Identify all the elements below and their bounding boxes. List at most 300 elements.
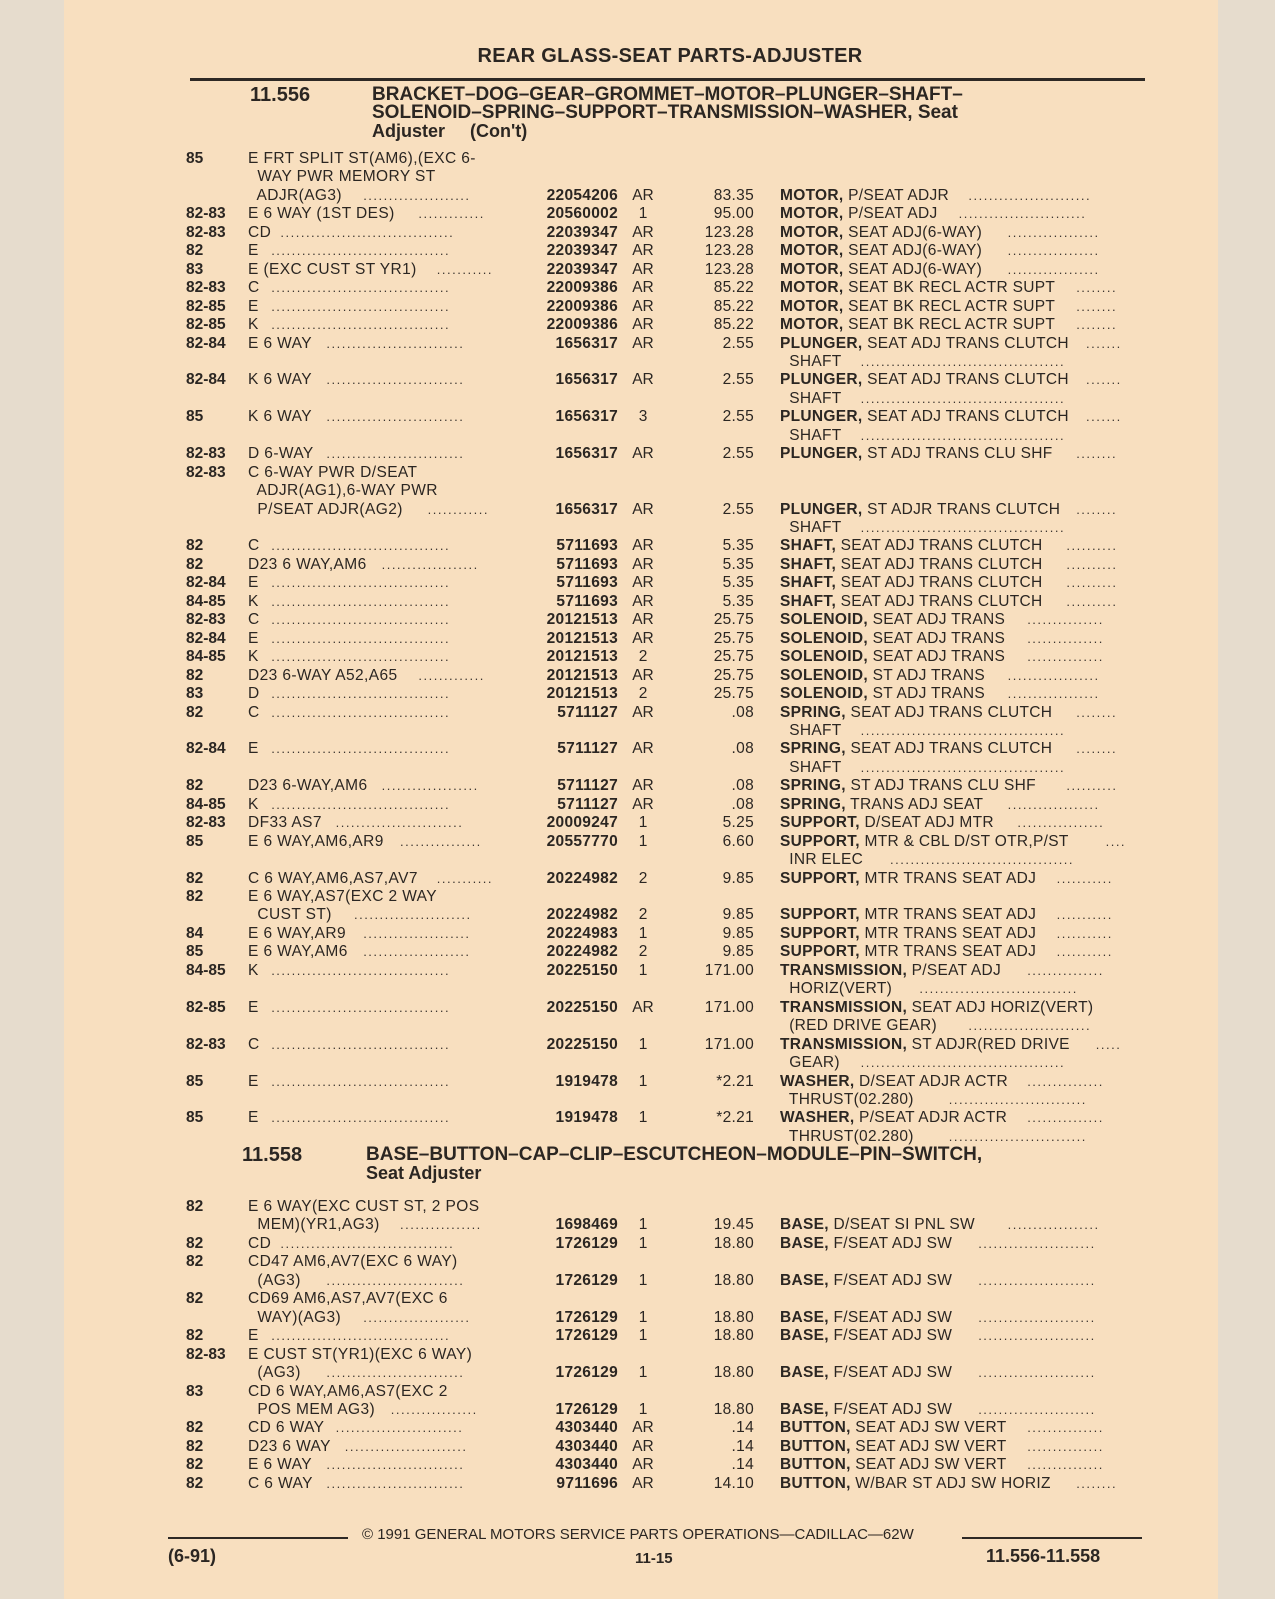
part-number: 22054206	[546, 186, 618, 204]
leader-dots: .........................	[335, 1420, 464, 1436]
leader-dots: ...........	[1056, 907, 1113, 923]
price: 19.45	[713, 1216, 754, 1234]
application-text: K	[248, 592, 259, 610]
model-year: 82	[186, 869, 204, 887]
price: *2.21	[716, 1072, 754, 1090]
quantity: AR	[632, 740, 654, 758]
part-name: SUPPORT,	[780, 869, 860, 887]
part-name: MOTOR,	[780, 223, 844, 241]
price: 123.28	[704, 223, 754, 241]
part-name: SUPPORT,	[780, 832, 860, 850]
section-title	[366, 1146, 1146, 1182]
leader-dots: .......................	[354, 907, 472, 923]
part-description	[780, 1438, 1007, 1456]
price: 9.85	[722, 924, 754, 942]
leader-dots: ................	[400, 833, 482, 849]
model-year: 85	[186, 943, 204, 961]
leader-dots: ...................................	[271, 280, 451, 296]
leader-dots: .......................	[978, 1309, 1096, 1325]
part-detail: SEAT ADJ SW VERT	[850, 1437, 1007, 1455]
price: 14.10	[713, 1474, 754, 1492]
part-description	[780, 224, 982, 242]
part-description	[780, 1364, 952, 1382]
model-year: 82	[186, 777, 204, 795]
price: .08	[731, 795, 754, 813]
part-description	[780, 408, 1069, 426]
quantity: AR	[632, 1474, 654, 1492]
application-text: E 6 WAY,AM6	[248, 943, 348, 961]
model-year: 85	[186, 408, 204, 426]
part-description	[780, 630, 1005, 648]
application-text: MEM)(YR1,AG3)	[248, 1216, 380, 1234]
quantity: 1	[638, 1364, 648, 1382]
application-text: WAY PWR MEMORY ST	[248, 168, 436, 186]
quantity: 1	[638, 1109, 648, 1127]
leader-dots: .........................	[335, 815, 464, 831]
part-detail: TRANS ADJ SEAT	[845, 795, 984, 813]
price: .14	[731, 1419, 754, 1437]
part-detail: P/SEAT ADJR ACTR	[854, 1109, 1008, 1127]
leader-dots: ...................................	[271, 962, 451, 978]
part-number: 5711693	[556, 555, 618, 573]
leader-dots: ...............	[1027, 1110, 1104, 1126]
quantity: AR	[632, 279, 654, 297]
price: 85.22	[713, 316, 754, 334]
part-name: MOTOR,	[780, 242, 844, 260]
part-detail: D/SEAT ADJR ACTR	[854, 1072, 1008, 1090]
quantity: 1	[638, 832, 648, 850]
part-description	[780, 740, 1052, 758]
model-year: 82-83	[186, 463, 226, 481]
application-text: E	[248, 1327, 259, 1345]
part-detail: SEAT BK RECL ACTR SUPT	[843, 279, 1056, 297]
application-text: E 6 WAY(EXC CUST ST, 2 POS	[248, 1198, 480, 1215]
part-description	[780, 1327, 952, 1345]
part-description	[780, 648, 1005, 666]
part-detail: SEAT ADJ HORIZ(VERT)	[907, 998, 1094, 1016]
part-number: 22009386	[546, 279, 618, 297]
part-number: 1726129	[555, 1327, 618, 1345]
quantity: AR	[632, 629, 654, 647]
part-detail: F/SEAT ADJ SW	[828, 1364, 953, 1382]
part-detail: F/SEAT ADJ SW	[828, 1400, 953, 1418]
model-year: 82-83	[186, 223, 226, 241]
quantity: AR	[632, 703, 654, 721]
leader-dots: ........	[1076, 280, 1118, 296]
part-name: PLUNGER,	[780, 371, 863, 389]
part-description	[780, 1091, 914, 1109]
part-detail: MTR TRANS SEAT ADJ	[859, 869, 1037, 887]
part-description	[780, 611, 1005, 629]
leader-dots: ........	[1076, 446, 1118, 462]
model-year: 82	[186, 1327, 204, 1345]
leader-dots: ................	[400, 1217, 482, 1233]
price: 2.55	[722, 334, 754, 352]
part-name: TRANSMISSION,	[780, 998, 908, 1016]
leader-dots: ........................................	[860, 390, 1066, 406]
part-number: 22039347	[546, 223, 618, 241]
model-year: 82-83	[186, 611, 226, 629]
part-number: 20121513	[546, 648, 618, 666]
quantity: 1	[638, 1308, 648, 1326]
leader-dots: .....................	[363, 187, 471, 203]
part-detail: HORIZ(VERT)	[780, 980, 893, 998]
price: 9.85	[722, 943, 754, 961]
part-name: MOTOR,	[780, 297, 844, 315]
quantity: 2	[638, 648, 648, 666]
leader-dots: .................	[1017, 815, 1105, 831]
model-year: 82	[186, 1437, 204, 1455]
part-number: 5711127	[557, 795, 618, 813]
application-text: E 6 WAY (1ST DES)	[248, 205, 395, 223]
price: 2.55	[722, 371, 754, 389]
part-name: SHAFT,	[780, 555, 837, 573]
part-number: 5711127	[557, 740, 618, 758]
part-detail: SEAT ADJ TRANS CLUTCH	[845, 703, 1053, 721]
leader-dots: ...................................	[271, 298, 451, 314]
part-description	[780, 870, 1036, 888]
part-description	[780, 1456, 1007, 1474]
part-detail: SEAT ADJ(6-WAY)	[843, 242, 983, 260]
part-detail: ST ADJ TRANS CLU SHF	[862, 445, 1053, 463]
application-text: C	[248, 537, 260, 555]
part-description	[780, 261, 982, 279]
part-number: 4303440	[555, 1419, 618, 1437]
leader-dots: .......................	[978, 1328, 1096, 1344]
part-description	[780, 1036, 1070, 1054]
part-number: 4303440	[555, 1437, 618, 1455]
part-number: 5711693	[556, 574, 618, 592]
part-detail: SHAFT	[780, 519, 842, 536]
part-description	[780, 1401, 952, 1419]
price: 5.25	[722, 814, 754, 832]
part-name: WASHER,	[780, 1109, 855, 1127]
part-description	[780, 187, 949, 205]
section-title	[372, 86, 1152, 140]
part-name: SPRING,	[780, 740, 846, 758]
part-description	[780, 962, 1001, 980]
model-year: 82-84	[186, 629, 226, 647]
part-name: SUPPORT,	[780, 906, 860, 924]
application-text: E	[248, 1072, 259, 1090]
part-number: 20121513	[546, 685, 618, 703]
model-year: 84-85	[186, 592, 226, 610]
leader-dots: ..................	[1007, 686, 1100, 702]
part-description	[780, 1216, 975, 1234]
leader-dots: ............	[427, 501, 489, 517]
part-number: 1726129	[555, 1364, 618, 1382]
part-description	[780, 667, 985, 685]
part-detail: THRUST(02.280)	[780, 1127, 914, 1145]
leader-dots: ........	[1076, 741, 1118, 757]
leader-dots: ...........................	[326, 1365, 465, 1381]
part-description	[780, 925, 1036, 943]
application-text: WAY)(AG3)	[248, 1308, 342, 1326]
section-title-line: BRACKET–DOG–GEAR–GROMMET–MOTOR–PLUNGER–SHAFT–	[372, 84, 963, 105]
leader-dots: ...................................	[271, 593, 451, 609]
leader-dots: ........................................	[860, 353, 1066, 369]
application-text: D23 6-WAY,AM6	[248, 777, 368, 795]
part-description	[780, 593, 1042, 611]
model-year: 82	[186, 555, 204, 573]
part-description	[780, 1309, 952, 1327]
footer-page-number: 11-15	[635, 1550, 673, 1567]
part-detail: F/SEAT ADJ SW	[828, 1271, 953, 1289]
application-text: E	[248, 1109, 259, 1127]
application-text: CD	[248, 1234, 272, 1252]
part-number: 20121513	[546, 611, 618, 629]
part-description	[780, 279, 1055, 297]
part-detail: MTR TRANS SEAT ADJ	[859, 924, 1037, 942]
leader-dots: ...................	[381, 778, 479, 794]
leader-dots: ...........................	[326, 335, 465, 351]
part-detail: SHAFT	[780, 758, 842, 776]
leader-dots: ..........	[1066, 538, 1118, 554]
quantity: AR	[632, 777, 654, 795]
page-header-title: REAR GLASS-SEAT PARTS-ADJUSTER	[477, 45, 863, 67]
part-number: 20225150	[546, 1035, 618, 1053]
part-detail: SEAT ADJ(6-WAY)	[843, 223, 983, 241]
part-number: 1726129	[555, 1308, 618, 1326]
price: .08	[731, 777, 754, 795]
price: 18.80	[713, 1400, 754, 1418]
leader-dots: ...................................	[271, 1073, 451, 1089]
quantity: AR	[632, 666, 654, 684]
leader-dots: ...........................	[326, 1457, 465, 1473]
part-name: BUTTON,	[780, 1419, 851, 1437]
part-name: PLUNGER,	[780, 445, 863, 463]
leader-dots: .................	[390, 1401, 478, 1417]
part-number: 9711696	[556, 1474, 618, 1492]
part-detail: SEAT ADJ TRANS CLUTCH	[862, 371, 1069, 389]
part-name: PLUNGER,	[780, 408, 863, 426]
part-name: SOLENOID,	[780, 666, 868, 684]
part-description	[780, 574, 1042, 592]
quantity: AR	[632, 445, 654, 463]
part-name: SPRING,	[780, 795, 846, 813]
price: 25.75	[713, 611, 754, 629]
price: 85.22	[713, 279, 754, 297]
part-number: 1726129	[555, 1234, 618, 1252]
price: 83.35	[713, 186, 754, 204]
part-detail: (RED DRIVE GEAR)	[780, 1017, 937, 1035]
part-detail: GEAR)	[780, 1054, 840, 1072]
part-description	[780, 943, 1036, 961]
price: 9.85	[722, 869, 754, 887]
leader-dots: ...................................	[271, 243, 451, 259]
part-number: 1656317	[555, 371, 618, 389]
part-description	[780, 1235, 952, 1253]
footer-rule-right	[962, 1537, 1142, 1539]
part-name: SHAFT,	[780, 537, 837, 555]
leader-dots: ...........	[1056, 944, 1113, 960]
leader-dots: .......................	[978, 1272, 1096, 1288]
leader-dots: ........................	[968, 1018, 1092, 1034]
part-name: SUPPORT,	[780, 924, 860, 942]
part-name: MOTOR,	[780, 279, 844, 297]
part-name: BASE,	[780, 1308, 829, 1326]
price: 171.00	[704, 961, 754, 979]
leader-dots: ...............	[1027, 1438, 1104, 1454]
leader-dots: .............	[418, 206, 485, 222]
application-text: K 6 WAY	[248, 371, 312, 389]
model-year: 82	[186, 666, 204, 684]
section-subtitle: Adjuster (Con't)	[372, 121, 528, 141]
part-number: 20224982	[546, 943, 618, 961]
application-text: E 6 WAY,AM6,AR9	[248, 832, 384, 850]
application-text: E 6 WAY,AS7(EXC 2 WAY	[248, 888, 438, 905]
part-description	[780, 1419, 1007, 1437]
part-detail: F/SEAT ADJ SW	[828, 1308, 953, 1326]
part-description	[780, 906, 1036, 924]
part-description	[780, 298, 1055, 316]
part-detail: SEAT ADJ SW VERT	[850, 1419, 1007, 1437]
price: .08	[731, 740, 754, 758]
model-year: 84	[186, 924, 204, 942]
quantity: AR	[632, 537, 654, 555]
part-description	[780, 704, 1052, 722]
model-year: 84-85	[186, 961, 226, 979]
part-number: 20224982	[546, 906, 618, 924]
quantity: 2	[638, 869, 648, 887]
quantity: AR	[632, 1437, 654, 1455]
price: 171.00	[704, 998, 754, 1016]
application-text: E (EXC CUST ST YR1)	[248, 260, 417, 278]
leader-dots: ...................................	[271, 1036, 451, 1052]
leader-dots: .......................	[978, 1401, 1096, 1417]
part-description	[780, 777, 1036, 795]
application-text: E	[248, 574, 259, 592]
model-year: 82-83	[186, 205, 226, 223]
leader-dots: ...................................	[271, 612, 451, 628]
leader-dots: ...................................	[271, 630, 451, 646]
part-description	[780, 685, 985, 703]
leader-dots: ..................	[1007, 667, 1100, 683]
quantity: 1	[638, 1234, 648, 1252]
part-detail: MTR TRANS SEAT ADJ	[859, 943, 1037, 961]
model-year: 82-85	[186, 297, 226, 315]
part-description	[780, 833, 1069, 851]
part-name: BASE,	[780, 1327, 829, 1345]
leader-dots: ...............	[1027, 649, 1104, 665]
application-text: D 6-WAY	[248, 445, 314, 463]
part-detail: W/BAR ST ADJ SW HORIZ	[850, 1474, 1051, 1492]
quantity: 2	[638, 685, 648, 703]
price: 5.35	[722, 574, 754, 592]
part-number: 20121513	[546, 666, 618, 684]
part-detail: ST ADJR TRANS CLUTCH	[862, 500, 1061, 518]
application-text: E	[248, 740, 259, 758]
price: 123.28	[704, 260, 754, 278]
quantity: 1	[638, 1035, 648, 1053]
part-description	[780, 519, 842, 537]
part-name: MOTOR,	[780, 205, 844, 223]
part-detail: SHAFT	[780, 352, 842, 370]
leader-dots: ...................................	[271, 686, 451, 702]
leader-dots: ...................................	[271, 317, 451, 333]
part-number: 4303440	[555, 1456, 618, 1474]
model-year: 83	[186, 260, 204, 278]
part-detail: SEAT ADJ TRANS CLUTCH	[862, 408, 1069, 426]
application-text: DF33 AS7	[248, 814, 322, 832]
application-text: K	[248, 648, 259, 666]
model-year: 83	[186, 685, 204, 703]
application-text: CD69 AM6,AS7,AV7(EXC 6	[248, 1290, 448, 1308]
application-text: E 6 WAY,AR9	[248, 924, 347, 942]
part-name: MOTOR,	[780, 316, 844, 334]
leader-dots: ...........................	[326, 372, 465, 388]
application-text: E 6 WAY	[248, 334, 312, 352]
part-detail: D/SEAT ADJ MTR	[859, 814, 994, 832]
part-description	[780, 980, 892, 998]
part-number: 1656317	[555, 445, 618, 463]
leader-dots: ........	[1076, 501, 1118, 517]
quantity: AR	[632, 186, 654, 204]
leader-dots: ...................................	[271, 575, 451, 591]
quantity: 1	[638, 1271, 648, 1289]
leader-dots: ...............	[1027, 630, 1104, 646]
quantity: AR	[632, 316, 654, 334]
leader-dots: ...........	[436, 870, 494, 886]
leader-dots: ..................	[1007, 224, 1100, 240]
leader-dots: ........	[1076, 317, 1118, 333]
quantity: AR	[632, 334, 654, 352]
part-name: BUTTON,	[780, 1456, 851, 1474]
quantity: 1	[638, 1327, 648, 1345]
part-description	[780, 371, 1069, 389]
leader-dots: .......	[1086, 372, 1122, 388]
part-description	[780, 445, 1053, 463]
application-text: K	[248, 795, 259, 813]
quantity: 1	[638, 814, 648, 832]
price: 18.80	[713, 1234, 754, 1252]
leader-dots: .......................	[978, 1235, 1096, 1251]
quantity: AR	[632, 500, 654, 518]
part-detail: ST ADJ TRANS	[867, 666, 985, 684]
leader-dots: .....................	[363, 1309, 471, 1325]
model-year: 82	[186, 1198, 204, 1215]
part-detail: SEAT ADJ TRANS	[867, 611, 1006, 629]
part-number: 5711127	[557, 777, 618, 795]
leader-dots: ...........	[1056, 870, 1113, 886]
part-name: SOLENOID,	[780, 611, 868, 629]
leader-dots: ..................................	[280, 224, 455, 240]
part-description	[780, 316, 1055, 334]
leader-dots: ........................................	[860, 520, 1066, 535]
leader-dots: ...............................	[919, 981, 1078, 997]
leader-dots: ..........	[1066, 556, 1118, 572]
part-description	[780, 1073, 1008, 1091]
leader-dots: ...........	[436, 261, 494, 277]
application-text: C 6 WAY,AM6,AS7,AV7	[248, 869, 418, 887]
application-text: D23 6 WAY,AM6	[248, 555, 367, 573]
model-year: 85	[186, 150, 204, 167]
quantity: AR	[632, 555, 654, 573]
application-text: CUST ST)	[248, 906, 332, 924]
model-year: 82-83	[186, 279, 226, 297]
application-text: (AG3)	[248, 1364, 301, 1382]
price: 95.00	[713, 205, 754, 223]
part-detail: SHAFT	[780, 721, 842, 739]
leader-dots: ....	[1105, 833, 1127, 849]
part-description	[780, 1054, 840, 1072]
leader-dots: .......	[1086, 409, 1122, 425]
application-text: E FRT SPLIT ST(AM6),(EXC 6-	[248, 150, 476, 167]
application-text: CD	[248, 223, 272, 241]
leader-dots: .....	[1095, 1036, 1122, 1052]
model-year: 82-83	[186, 445, 226, 463]
price: 6.60	[722, 832, 754, 850]
